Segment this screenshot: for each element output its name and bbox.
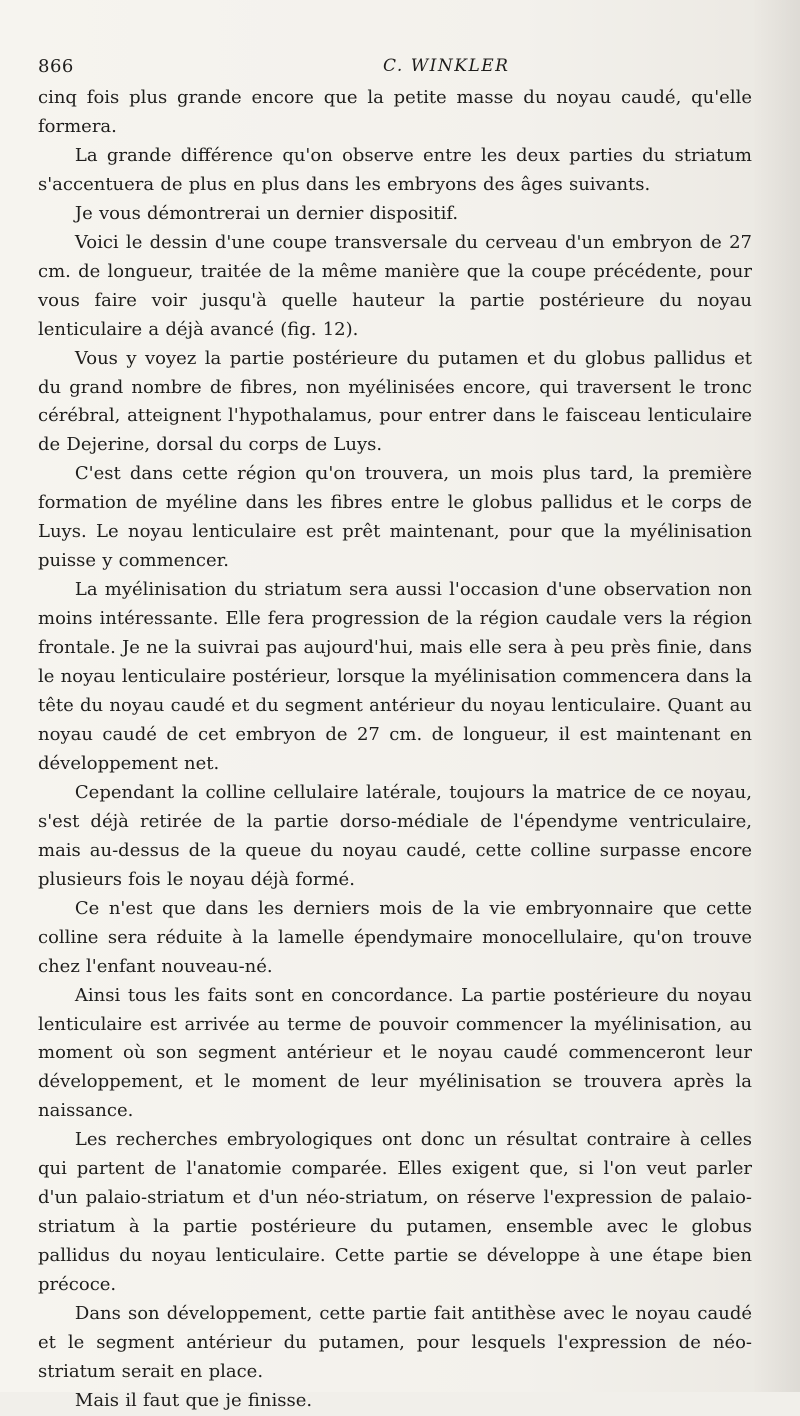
paragraph-11: Les recherches embryologiques ont donc un résultat contraire à celles qui partent de l'anatomie comparée. Elles exigent que, si l'on veut parler d'un palaio-striatum et d'un néo-striatum, on réserve l'expression de palaio-striatum à la partie postérieure du putamen, ensemble avec le globus pallidus du noyau lenticulaire. Cette partie se développe à une étape bien précoce. <box>38 1129 752 1296</box>
paragraph-2: La grande différence qu'on observe entre les deux parties du striatum s'accentuera de plus en plus dans les embryons des âges suivants. <box>38 144 752 195</box>
paragraph-6: C'est dans cette région qu'on trouvera, un mois plus tard, la première formation de myéline dans les fibres entre le globus pallidus et le corps de Luys. Le noyau lenticulaire est prêt maintenant, pour que la myélinisation puisse y commencer. <box>38 463 752 572</box>
paragraph-9: Ce n'est que dans les derniers mois de la vie embryonnaire que cette colline sera réduite à la lamelle épendymaire monocellulaire, qu'on trouve chez l'enfant nouveau-né. <box>38 897 752 977</box>
paragraph-1: cinq fois plus grande encore que la petite masse du noyau caudé, qu'elle formera. <box>38 87 752 137</box>
paragraph-8: Cependant la colline cellulaire latérale, toujours la matrice de ce noyau, s'est déjà retirée de la partie dorso-médiale de l'épendyme ventriculaire, mais au-dessus de la queue du noyau caudé, cette colline surpasse encore plusieurs fois le noyau déjà formé. <box>38 781 752 890</box>
paragraph-3: Je vous démontrerai un dernier dispositif. <box>74 202 459 224</box>
page-header <box>38 56 752 86</box>
running-head: C. WINKLER <box>383 56 510 76</box>
paragraph-13: Mais il faut que je finisse. <box>74 1389 313 1411</box>
paragraph-4: Voici le dessin d'une coupe transversale du cerveau d'un embryon de 27 cm. de longueur, traitée de la même manière que la coupe précédente, pour vous faire voir jusqu'à quelle hauteur la partie postérieure du noyau lenticulaire a déjà avancé (fig. 12). <box>38 231 752 340</box>
page-number: 866 <box>38 56 74 77</box>
body-text <box>38 84 752 1416</box>
paragraph-7: La myélinisation du striatum sera aussi l'occasion d'une observation non moins intéressante. Elle fera progression de la région caudale vers la région frontale. Je ne la suivrai pas aujourd'hui, mais elle sera à peu près finie, dans le noyau lenticulaire postérieur, lorsque la myélinisation commencera dans la tête du noyau caudé et du segment antérieur du noyau lenticulaire. Quant au noyau caudé de cet embryon de 27 cm. de longueur, il est maintenant en développement net. <box>38 579 752 774</box>
paragraph-10: Ainsi tous les faits sont en concordance. La partie postérieure du noyau lenticulaire est arrivée au terme de pouvoir commencer la myélinisation, au moment où son segment antérieur et le noyau caudé commenceront leur développement, et le moment de leur myélinisation se trouvera après la naissance. <box>38 984 752 1122</box>
paragraph-12: Dans son développement, cette partie fait antithèse avec le noyau caudé et le segment antérieur du putamen, pour lesquels l'expression de néo-striatum serait en place. <box>38 1303 752 1382</box>
paragraph-5: Vous y voyez la partie postérieure du putamen et du globus pallidus et du grand nombre de fibres, non myélinisées encore, qui traversent le tronc cérébral, atteignent l'hypothalamus, pour entrer dans le faisceau lenticulaire de Dejerine, dorsal du corps de Luys. <box>38 347 752 456</box>
